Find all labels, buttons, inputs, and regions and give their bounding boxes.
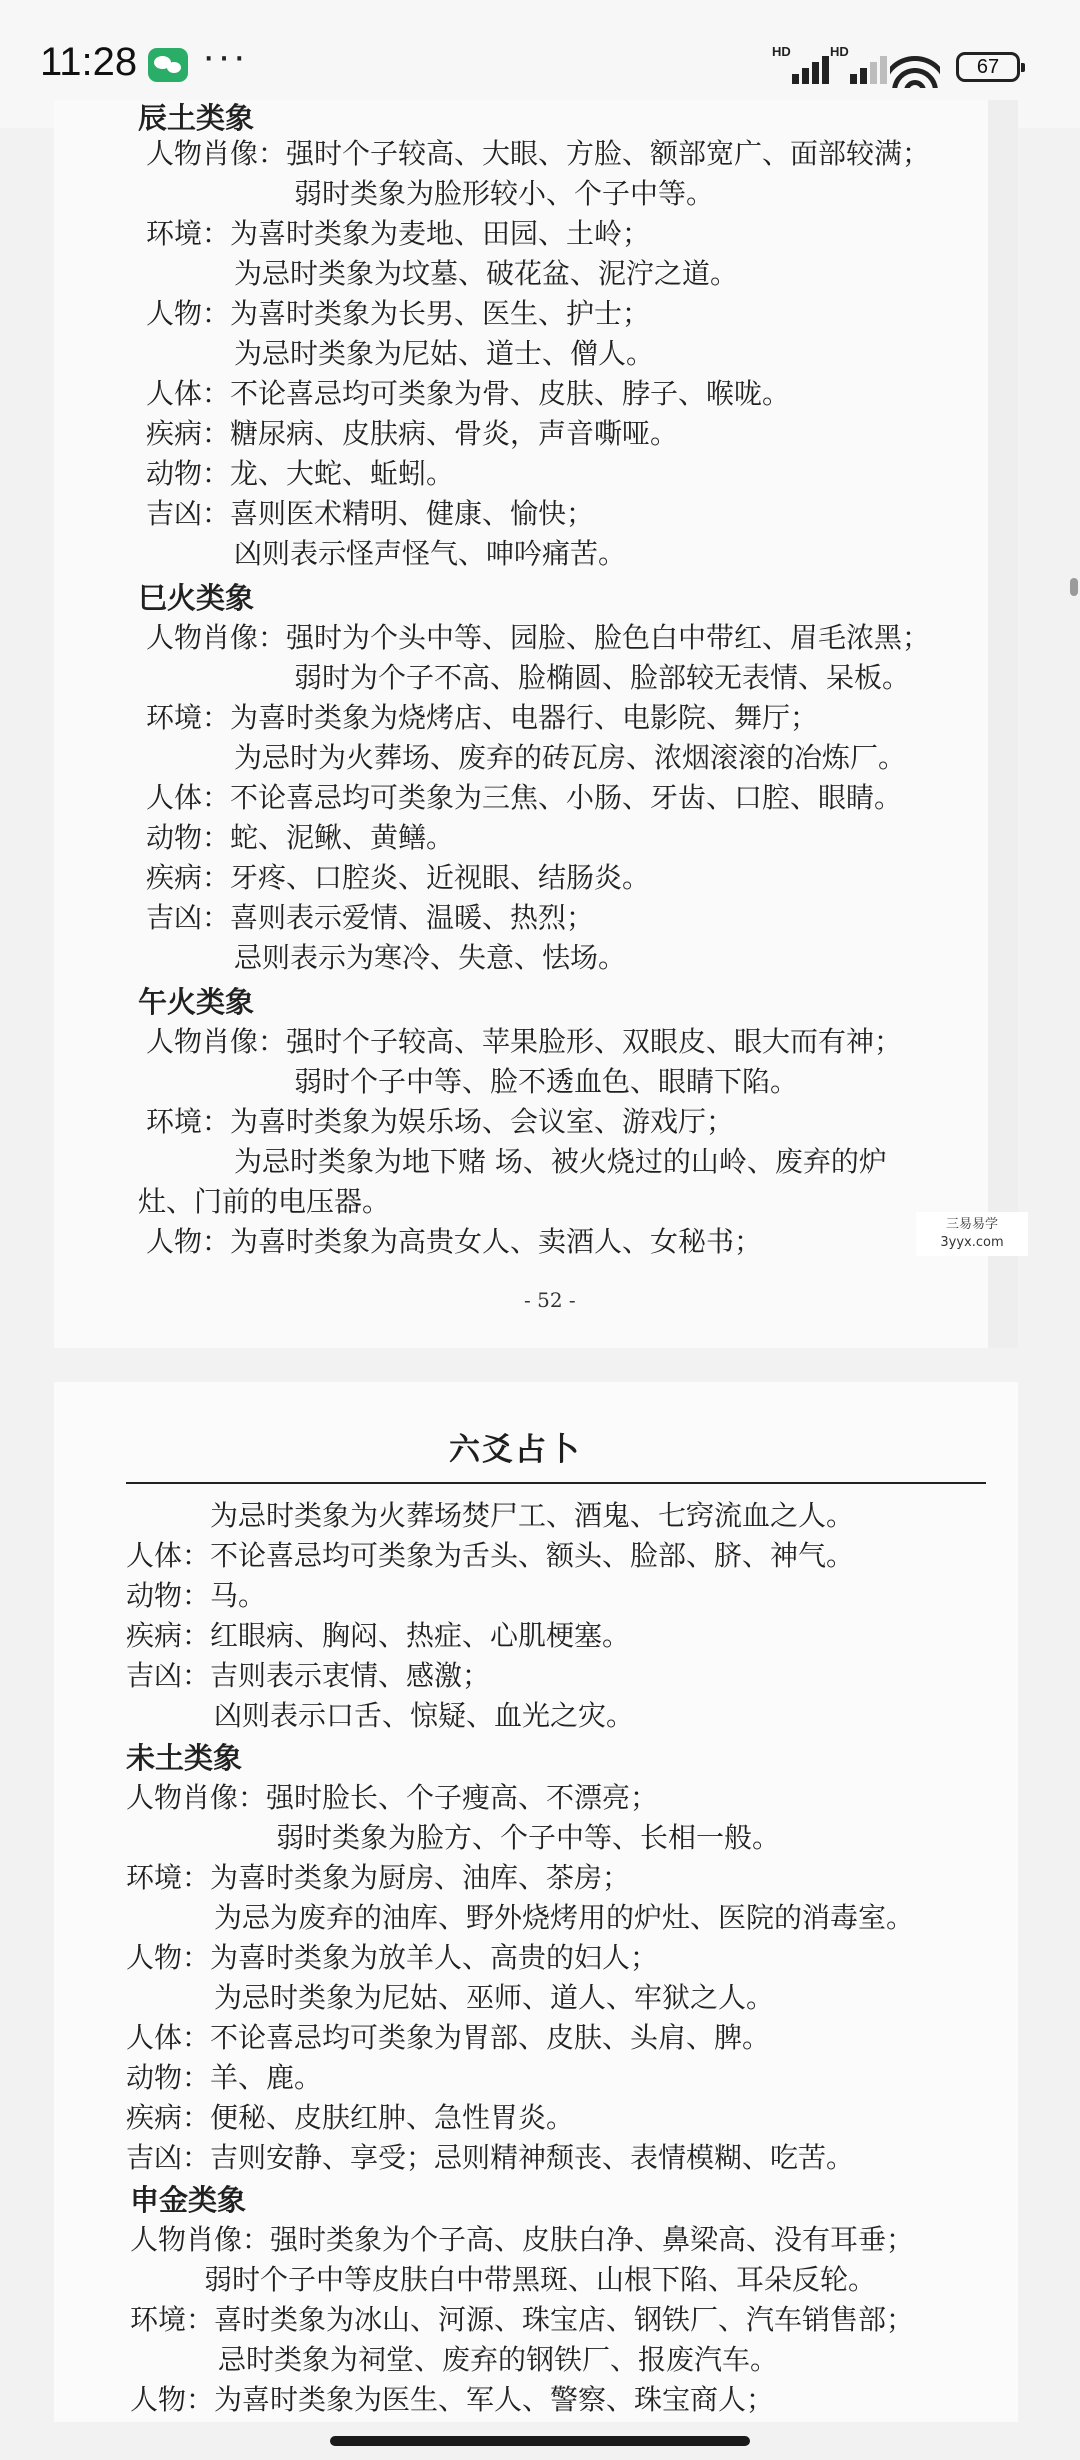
- status-time: 11:28: [40, 40, 138, 84]
- text-line: 为忌时类象为尼姑、道士、僧人。: [234, 337, 655, 370]
- watermark-line-2: 3yyx.com: [940, 1235, 1004, 1250]
- text-line: 人物肖像：强时个子较高、大眼、方脸、额部宽广、面部较满；: [146, 137, 931, 170]
- text-line: 为忌时类象为地下赌 场、被火烧过的山岭、废弃的炉: [234, 1145, 887, 1178]
- text-line: 忌则表示为寒冷、失意、怯场。: [234, 941, 627, 974]
- text-line: 弱时个子中等、脸不透血色、眼睛下陷。: [294, 1065, 799, 1098]
- text-line: 环境：为喜时类象为烧烤店、电器行、电影院、舞厅；: [146, 701, 819, 734]
- text-line: 环境：为喜时类象为麦地、田园、土岭；: [146, 217, 651, 250]
- text-line: 人体：不论喜忌均可类象为三焦、小肠、牙齿、口腔、眼睛。: [146, 781, 903, 814]
- text-line: 凶则表示口舌、惊疑、血光之灾。: [214, 1699, 635, 1732]
- signal-2-hd-label: HD: [830, 44, 849, 59]
- text-line: 灶、门前的电压器。: [138, 1185, 391, 1218]
- text-line: 人物：为喜时类象为长男、医生、护士；: [146, 297, 651, 330]
- wifi-icon: [890, 50, 940, 88]
- text-line: 为忌时为火葬场、废弃的砖瓦房、浓烟滚滚的冶炼厂。: [234, 741, 907, 774]
- text-line: 弱时为个子不高、脸椭圆、脸部较无表情、呆板。: [294, 661, 911, 694]
- text-line: 疾病：便秘、皮肤红肿、急性胃炎。: [126, 2101, 575, 2134]
- signal-2-icon: [830, 44, 888, 84]
- section-heading: 申金类象: [130, 2183, 247, 2217]
- text-line: 人物肖像：强时脸长、个子瘦高、不漂亮；: [126, 1781, 659, 1814]
- section-heading: 未土类象: [126, 1741, 243, 1775]
- text-line: 动物：蛇、泥鳅、黄鳝。: [146, 821, 455, 854]
- header-rule: [126, 1482, 986, 1484]
- scroll-indicator[interactable]: [1070, 578, 1078, 596]
- text-line: 吉凶：喜则表示爱情、温暖、热烈；: [146, 901, 595, 934]
- text-line: 弱时类象为脸形较小、个子中等。: [294, 177, 715, 210]
- text-line: 环境：为喜时类象为厨房、油库、茶房；: [126, 1861, 631, 1894]
- home-indicator[interactable]: [330, 2436, 750, 2446]
- text-line: 人物：为喜时类象为高贵女人、卖酒人、女秘书；: [146, 1225, 763, 1258]
- wechat-icon: [148, 48, 188, 82]
- text-line: 疾病：糖尿病、皮肤病、骨炎，声音嘶哑。: [146, 417, 679, 450]
- document-page-2[interactable]: [54, 1382, 1018, 2422]
- text-line: 吉凶：喜则医术精明、健康、愉快；: [146, 497, 595, 530]
- document-page-1[interactable]: [54, 100, 1018, 1348]
- text-line: 为忌时类象为火葬场焚尸工、酒鬼、七窍流血之人。: [210, 1499, 855, 1532]
- watermark: [916, 1212, 1028, 1256]
- signal-1-hd-label: HD: [772, 44, 791, 59]
- page-edge: [988, 100, 1018, 1348]
- text-line: 人物：为喜时类象为放羊人、高贵的妇人；: [126, 1941, 659, 1974]
- text-line: 人体：不论喜忌均可类象为舌头、额头、脸部、脐、神气。: [126, 1539, 855, 1572]
- text-line: 人体：不论喜忌均可类象为骨、皮肤、脖子、喉咙。: [146, 377, 791, 410]
- battery-icon: 67: [956, 52, 1020, 82]
- text-line: 环境：为喜时类象为娱乐场、会议室、游戏厅；: [146, 1105, 735, 1138]
- text-line: 人物肖像：强时类象为个子高、皮肤白净、鼻梁高、没有耳垂；: [130, 2223, 915, 2256]
- more-notifications-icon: ···: [202, 34, 248, 78]
- text-line: 动物：马。: [126, 1579, 267, 1612]
- text-line: 为忌时类象为尼姑、巫师、道人、牢狱之人。: [214, 1981, 775, 2014]
- text-line: 疾病：牙疼、口腔炎、近视眼、结肠炎。: [146, 861, 651, 894]
- text-line: 人物肖像：强时为个头中等、园脸、脸色白中带红、眉毛浓黑；: [146, 621, 931, 654]
- text-line: 弱时类象为脸方、个子中等、长相一般。: [276, 1821, 781, 1854]
- text-line: 吉凶：吉则表示衷情、感激；: [126, 1659, 491, 1692]
- text-line: 人物：为喜时类象为医生、军人、警察、珠宝商人；: [130, 2383, 775, 2416]
- text-line: 动物：羊、鹿。: [126, 2061, 323, 2094]
- text-line: 人物肖像：强时个子较高、苹果脸形、双眼皮、眼大而有神；: [146, 1025, 903, 1058]
- chapter-title: 六爻占卜: [449, 1432, 581, 1468]
- text-line: 疾病：红眼病、胸闷、热症、心肌梗塞。: [126, 1619, 631, 1652]
- section-heading: 巳火类象: [138, 581, 255, 615]
- text-line: 动物：龙、大蛇、蚯蚓。: [146, 457, 455, 490]
- section-heading: 辰土类象: [138, 101, 255, 135]
- text-line: 忌时类象为祠堂、废弃的钢铁厂、报废汽车。: [218, 2343, 779, 2376]
- text-line: 环境：喜时类象为冰山、河源、珠宝店、钢铁厂、汽车销售部；: [130, 2303, 915, 2336]
- text-line: 吉凶：吉则安静、享受；忌则精神颓丧、表情模糊、吃苦。: [126, 2141, 855, 2174]
- text-line: 弱时个子中等皮肤白中带黑斑、山根下陷、耳朵反轮。: [204, 2263, 877, 2296]
- signal-1-icon: [772, 44, 830, 84]
- text-line: 为忌为废弃的油库、野外烧烤用的炉灶、医院的消毒室。: [214, 1901, 915, 1934]
- watermark-line-1: 三易易学: [945, 1217, 998, 1232]
- section-heading: 午火类象: [138, 985, 255, 1019]
- page-number: - 52 -: [524, 1288, 576, 1312]
- text-line: 凶则表示怪声怪气、呻吟痛苦。: [234, 537, 627, 570]
- text-line: 为忌时类象为坟墓、破花盆、泥泞之道。: [234, 257, 739, 290]
- text-line: 人体：不论喜忌均可类象为胃部、皮肤、头肩、脾。: [126, 2021, 771, 2054]
